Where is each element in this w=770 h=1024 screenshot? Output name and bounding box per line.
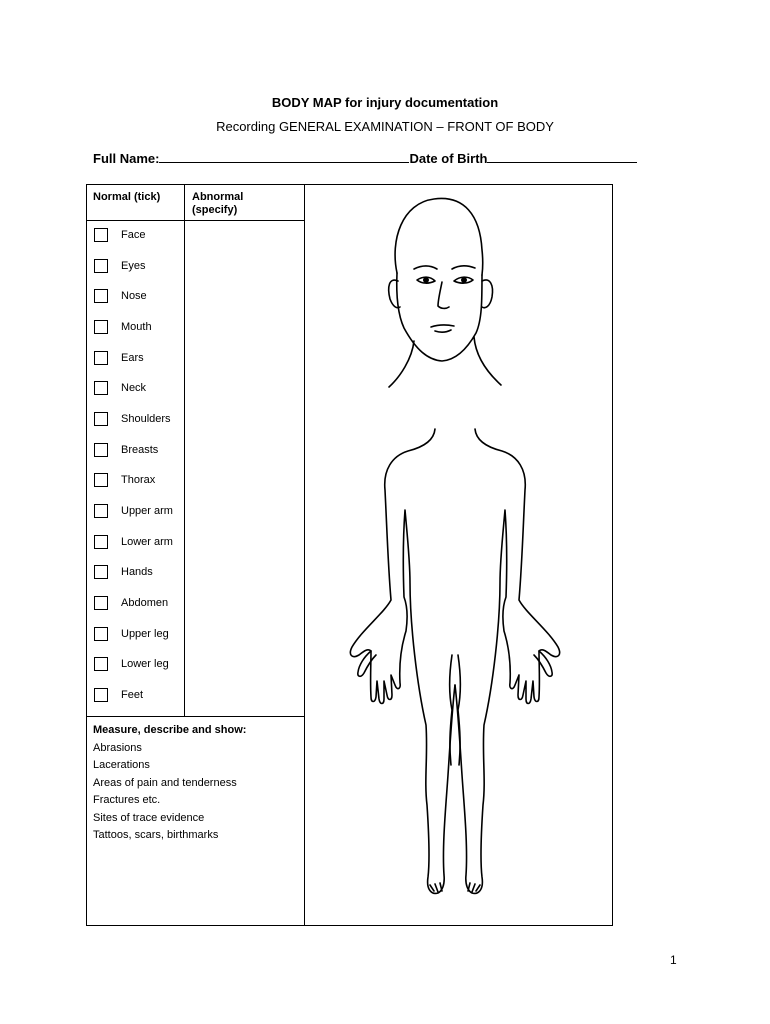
neck-right	[474, 337, 501, 385]
checkbox[interactable]	[94, 688, 108, 702]
checklist-item-lower-arm	[94, 534, 173, 550]
checklist-item-ears	[94, 350, 144, 366]
checklist-item-upper-leg	[94, 626, 169, 642]
checklist-item-label: Mouth	[121, 321, 152, 333]
checklist-item-upper-arm	[94, 503, 173, 519]
checkbox[interactable]	[94, 320, 108, 334]
checklist-item-label: Hands	[121, 566, 153, 579]
checklist-item-feet	[94, 687, 143, 703]
checklist-item-nose	[94, 288, 147, 304]
checkbox[interactable]	[94, 381, 108, 395]
checkbox[interactable]	[94, 412, 108, 426]
page-number: 1	[670, 953, 677, 967]
left-eyebrow	[414, 266, 437, 269]
measure-heading: Measure, describe and show:	[93, 724, 247, 736]
face-outline	[397, 273, 482, 361]
measure-item: Abrasions	[93, 741, 142, 754]
checkbox[interactable]	[94, 627, 108, 641]
checkbox[interactable]	[94, 473, 108, 487]
head-outline	[395, 198, 483, 275]
divider	[87, 716, 304, 717]
checklist-item-eyes	[94, 258, 145, 274]
measure-section	[93, 722, 246, 845]
right-ear	[482, 280, 493, 308]
checklist-item-label: Feet	[121, 689, 144, 702]
mouth	[431, 325, 454, 332]
patient-fields	[93, 151, 637, 166]
right-eyebrow	[452, 266, 475, 269]
inner-leg-right	[458, 655, 460, 765]
checklist-item-label: Breasts	[121, 443, 159, 456]
checklist-item-label: Face	[121, 229, 146, 241]
checklist-item-abdomen	[94, 595, 168, 611]
measure-item: Tattoos, scars, birthmarks	[93, 829, 219, 841]
nose	[438, 282, 449, 308]
full-name-label: Full Name:	[93, 151, 160, 166]
left-pupil	[424, 278, 428, 282]
body-outline-right	[455, 429, 560, 893]
document-title: BODY MAP for injury documentation	[271, 95, 499, 110]
dob-label: Date of Birth	[409, 151, 488, 166]
measure-item: Areas of pain and tenderness	[93, 776, 237, 789]
right-pupil	[462, 278, 466, 282]
column-header-abnormal-line2: (specify)	[192, 204, 238, 216]
checkbox[interactable]	[94, 535, 108, 549]
measure-item: Lacerations	[93, 759, 150, 771]
right-thumb	[534, 651, 552, 676]
body-map-figure[interactable]	[304, 185, 613, 925]
column-header-abnormal	[192, 191, 243, 217]
checkbox[interactable]	[94, 565, 108, 579]
checkbox[interactable]	[94, 657, 108, 671]
checkbox[interactable]	[94, 443, 108, 457]
inner-leg-left	[450, 655, 452, 765]
checklist-item-breasts	[94, 442, 158, 458]
checklist-item-face	[94, 227, 145, 243]
checklist-item-label: Upper leg	[121, 627, 169, 640]
checkbox[interactable]	[94, 504, 108, 518]
checkbox[interactable]	[94, 596, 108, 610]
left-thumb	[358, 651, 376, 676]
checklist-item-label: Shoulders	[121, 413, 171, 426]
checklist-item-label: Nose	[121, 290, 147, 303]
divider	[87, 220, 304, 221]
checkbox[interactable]	[94, 259, 108, 273]
column-header-normal: Normal (tick)	[93, 191, 161, 203]
neck-left	[389, 341, 414, 387]
checkbox[interactable]	[94, 289, 108, 303]
column-header-abnormal-line1: Abnormal	[192, 191, 244, 203]
checklist-item-mouth	[94, 319, 152, 335]
measure-item: Fractures etc.	[93, 794, 161, 806]
measure-item: Sites of trace evidence	[93, 811, 205, 824]
body-outline	[350, 429, 455, 893]
checklist-item-lower-leg	[94, 656, 169, 672]
full-name-field[interactable]	[159, 151, 409, 163]
checklist-item-label: Ears	[121, 351, 144, 364]
checklist-item-label: Upper arm	[121, 505, 173, 518]
checklist-item-label: Thorax	[121, 474, 156, 487]
checklist-item-label: Neck	[121, 382, 147, 395]
dob-field[interactable]	[487, 151, 637, 163]
checklist-item-label: Abdomen	[121, 597, 169, 610]
divider	[184, 185, 185, 716]
checklist-item-thorax	[94, 472, 155, 488]
checklist-item-neck	[94, 380, 146, 396]
document-subtitle: Recording GENERAL EXAMINATION – FRONT OF BODY	[216, 119, 554, 134]
checkbox[interactable]	[94, 228, 108, 242]
checklist-item-label: Lower leg	[121, 658, 169, 671]
checkbox[interactable]	[94, 351, 108, 365]
checklist-item-shoulders	[94, 411, 171, 427]
checklist-item-hands	[94, 564, 153, 580]
examination-table	[86, 184, 613, 926]
checklist-item-label: Eyes	[121, 259, 146, 272]
checklist-item-label: Lower arm	[121, 535, 173, 548]
